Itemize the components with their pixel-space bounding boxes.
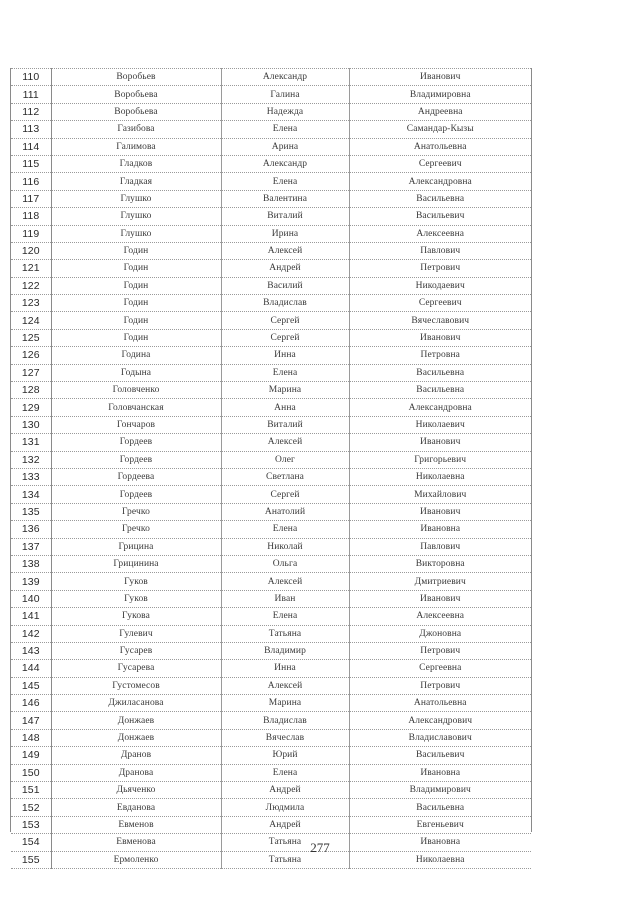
first-name-cell: Людмила: [221, 799, 349, 816]
first-name-cell: Вячеслав: [221, 729, 349, 746]
surname-cell: Джиласанова: [51, 695, 221, 712]
table-row: [11, 103, 531, 120]
surname-cell: Дранов: [51, 747, 221, 764]
patronymic-cell: Ивановна: [349, 764, 531, 781]
surname-cell: Годин: [51, 242, 221, 259]
surname-cell: Галимова: [51, 138, 221, 155]
first-name-cell: Анна: [221, 399, 349, 416]
surname-cell: Евменов: [51, 816, 221, 833]
row-number: 140: [11, 590, 51, 607]
row-number: 154: [11, 834, 51, 851]
patronymic-cell: Васильевна: [349, 190, 531, 207]
first-name-cell: Василий: [221, 277, 349, 294]
surname-cell: Головченко: [51, 382, 221, 399]
table-row: [11, 329, 531, 346]
table-row: [11, 799, 531, 816]
surname-cell: Гусарев: [51, 642, 221, 659]
first-name-cell: Татьяна: [221, 834, 349, 851]
row-number: 139: [11, 573, 51, 590]
first-name-cell: Владимир: [221, 642, 349, 659]
table-row: [11, 486, 531, 503]
row-number: 110: [11, 69, 51, 86]
table-row: [11, 451, 531, 468]
patronymic-cell: Николаевна: [349, 851, 531, 868]
row-number: 134: [11, 486, 51, 503]
surname-cell: Годин: [51, 329, 221, 346]
name-table: [11, 68, 531, 869]
surname-cell: Гладков: [51, 155, 221, 172]
first-name-cell: Алексей: [221, 434, 349, 451]
row-number: 145: [11, 677, 51, 694]
surname-cell: Гордеев: [51, 486, 221, 503]
first-name-cell: Марина: [221, 695, 349, 712]
first-name-cell: Алексей: [221, 573, 349, 590]
table-row: [11, 208, 531, 225]
first-name-cell: Андрей: [221, 782, 349, 799]
row-number: 142: [11, 625, 51, 642]
row-number: 112: [11, 103, 51, 120]
surname-cell: Дьяченко: [51, 782, 221, 799]
first-name-cell: Инна: [221, 347, 349, 364]
row-number: 114: [11, 138, 51, 155]
first-name-cell: Марина: [221, 382, 349, 399]
surname-cell: Гуков: [51, 573, 221, 590]
row-number: 131: [11, 434, 51, 451]
first-name-cell: Алексей: [221, 677, 349, 694]
surname-cell: Воробьева: [51, 86, 221, 103]
first-name-cell: Инна: [221, 660, 349, 677]
patronymic-cell: Васильевич: [349, 747, 531, 764]
patronymic-cell: Васильевна: [349, 382, 531, 399]
table-row: [11, 729, 531, 746]
table-row: [11, 538, 531, 555]
row-number: 126: [11, 347, 51, 364]
patronymic-cell: Иванович: [349, 69, 531, 86]
first-name-cell: Олег: [221, 451, 349, 468]
patronymic-cell: Сергеевна: [349, 660, 531, 677]
table-row: [11, 69, 531, 86]
first-name-cell: Галина: [221, 86, 349, 103]
surname-cell: Густомесов: [51, 677, 221, 694]
row-number: 122: [11, 277, 51, 294]
first-name-cell: Елена: [221, 608, 349, 625]
table-row: [11, 625, 531, 642]
row-number: 124: [11, 312, 51, 329]
patronymic-cell: Сергеевич: [349, 155, 531, 172]
patronymic-cell: Андреевна: [349, 103, 531, 120]
first-name-cell: Сергей: [221, 312, 349, 329]
first-name-cell: Светлана: [221, 468, 349, 485]
first-name-cell: Ирина: [221, 225, 349, 242]
surname-cell: Головчанская: [51, 399, 221, 416]
patronymic-cell: Сергеевич: [349, 295, 531, 312]
surname-cell: Воробьева: [51, 103, 221, 120]
patronymic-cell: Петрович: [349, 260, 531, 277]
row-number: 153: [11, 816, 51, 833]
first-name-cell: Алексей: [221, 242, 349, 259]
row-number: 117: [11, 190, 51, 207]
first-name-cell: Татьяна: [221, 851, 349, 868]
first-name-cell: Сергей: [221, 486, 349, 503]
patronymic-cell: Николаевич: [349, 416, 531, 433]
row-number: 125: [11, 329, 51, 346]
row-number: 150: [11, 764, 51, 781]
first-name-cell: Ольга: [221, 555, 349, 572]
row-number: 128: [11, 382, 51, 399]
surname-cell: Гукова: [51, 608, 221, 625]
patronymic-cell: Анатольевна: [349, 695, 531, 712]
first-name-cell: Елена: [221, 173, 349, 190]
surname-cell: Годин: [51, 295, 221, 312]
table-row: [11, 190, 531, 207]
row-number: 120: [11, 242, 51, 259]
first-name-cell: Иван: [221, 590, 349, 607]
surname-cell: Донжаев: [51, 712, 221, 729]
surname-cell: Глушко: [51, 208, 221, 225]
table-row: [11, 608, 531, 625]
first-name-cell: Арина: [221, 138, 349, 155]
row-number: 135: [11, 503, 51, 520]
patronymic-cell: Петрович: [349, 642, 531, 659]
table-row: [11, 347, 531, 364]
patronymic-cell: Александрович: [349, 712, 531, 729]
surname-cell: Ермоленко: [51, 851, 221, 868]
table-row: [11, 121, 531, 138]
patronymic-cell: Михайлович: [349, 486, 531, 503]
table-row: [11, 764, 531, 781]
patronymic-cell: Владимировна: [349, 86, 531, 103]
table-row: [11, 242, 531, 259]
patronymic-cell: Васильевна: [349, 799, 531, 816]
table-row: [11, 468, 531, 485]
table-row: [11, 521, 531, 538]
table-row: [11, 677, 531, 694]
row-number: 113: [11, 121, 51, 138]
first-name-cell: Андрей: [221, 816, 349, 833]
surname-cell: Гречко: [51, 503, 221, 520]
row-number: 132: [11, 451, 51, 468]
patronymic-cell: Алексеевна: [349, 225, 531, 242]
row-number: 111: [11, 86, 51, 103]
patronymic-cell: Павлович: [349, 242, 531, 259]
patronymic-cell: Иванович: [349, 329, 531, 346]
patronymic-cell: Анатольевна: [349, 138, 531, 155]
surname-cell: Гречко: [51, 521, 221, 538]
surname-cell: Гордеев: [51, 451, 221, 468]
surname-cell: Гусарева: [51, 660, 221, 677]
first-name-cell: Александр: [221, 69, 349, 86]
surname-cell: Гуков: [51, 590, 221, 607]
surname-cell: Гордеев: [51, 434, 221, 451]
row-number: 143: [11, 642, 51, 659]
table-row: [11, 590, 531, 607]
table-row: [11, 173, 531, 190]
patronymic-cell: Алексеевна: [349, 608, 531, 625]
surname-cell: Гладкая: [51, 173, 221, 190]
surname-cell: Евменова: [51, 834, 221, 851]
table-row: [11, 138, 531, 155]
patronymic-cell: Васильевна: [349, 364, 531, 381]
patronymic-cell: Викторовна: [349, 555, 531, 572]
table-row: [11, 277, 531, 294]
patronymic-cell: Николаевна: [349, 468, 531, 485]
table-row: [11, 416, 531, 433]
first-name-cell: Виталий: [221, 416, 349, 433]
row-number: 116: [11, 173, 51, 190]
patronymic-cell: Никодаевич: [349, 277, 531, 294]
table-row: [11, 503, 531, 520]
first-name-cell: Владислав: [221, 295, 349, 312]
row-number: 136: [11, 521, 51, 538]
row-number: 141: [11, 608, 51, 625]
table-row: [11, 225, 531, 242]
surname-cell: Годин: [51, 260, 221, 277]
patronymic-cell: Павлович: [349, 538, 531, 555]
patronymic-cell: Владимирович: [349, 782, 531, 799]
row-number: 127: [11, 364, 51, 381]
surname-cell: Грицинина: [51, 555, 221, 572]
table-row: [11, 155, 531, 172]
surname-cell: Грицина: [51, 538, 221, 555]
first-name-cell: Юрий: [221, 747, 349, 764]
first-name-cell: Николай: [221, 538, 349, 555]
row-number: 148: [11, 729, 51, 746]
patronymic-cell: Григорьевич: [349, 451, 531, 468]
surname-cell: Година: [51, 347, 221, 364]
first-name-cell: Владислав: [221, 712, 349, 729]
row-number: 146: [11, 695, 51, 712]
first-name-cell: Елена: [221, 121, 349, 138]
first-name-cell: Надежда: [221, 103, 349, 120]
row-number: 149: [11, 747, 51, 764]
patronymic-cell: Владиславович: [349, 729, 531, 746]
patronymic-cell: Ивановна: [349, 834, 531, 851]
patronymic-cell: Петровна: [349, 347, 531, 364]
surname-cell: Гордеева: [51, 468, 221, 485]
first-name-cell: Анатолий: [221, 503, 349, 520]
patronymic-cell: Иванович: [349, 434, 531, 451]
row-number: 115: [11, 155, 51, 172]
patronymic-cell: Петрович: [349, 677, 531, 694]
surname-cell: Годына: [51, 364, 221, 381]
surname-cell: Донжаев: [51, 729, 221, 746]
patronymic-cell: Евгеньевич: [349, 816, 531, 833]
first-name-cell: Валентина: [221, 190, 349, 207]
row-number: 118: [11, 208, 51, 225]
table-row: [11, 695, 531, 712]
surname-cell: Евданова: [51, 799, 221, 816]
table-row: [11, 782, 531, 799]
table-row: [11, 260, 531, 277]
first-name-cell: Елена: [221, 364, 349, 381]
first-name-cell: Виталий: [221, 208, 349, 225]
page-number: 277: [310, 840, 330, 855]
patronymic-cell: Иванович: [349, 590, 531, 607]
surname-cell: Глушко: [51, 225, 221, 242]
first-name-cell: Александр: [221, 155, 349, 172]
row-number: 133: [11, 468, 51, 485]
surname-cell: Годин: [51, 312, 221, 329]
table-row: [11, 660, 531, 677]
first-name-cell: Сергей: [221, 329, 349, 346]
table-row: [11, 86, 531, 103]
patronymic-cell: Самандар-Кызы: [349, 121, 531, 138]
table-row: [11, 555, 531, 572]
patronymic-cell: Вячеславович: [349, 312, 531, 329]
table-row: [11, 295, 531, 312]
table-row: [11, 747, 531, 764]
table-row: [11, 712, 531, 729]
table-row: [11, 312, 531, 329]
table-row: [11, 642, 531, 659]
table-row: [11, 364, 531, 381]
row-number: 123: [11, 295, 51, 312]
table-row: [11, 573, 531, 590]
surname-cell: Дранова: [51, 764, 221, 781]
table-row: [11, 816, 531, 833]
row-number: 151: [11, 782, 51, 799]
surname-cell: Гончаров: [51, 416, 221, 433]
patronymic-cell: Александровна: [349, 173, 531, 190]
surname-cell: Гулевич: [51, 625, 221, 642]
row-number: 152: [11, 799, 51, 816]
row-number: 144: [11, 660, 51, 677]
patronymic-cell: Иванович: [349, 503, 531, 520]
surname-cell: Газибова: [51, 121, 221, 138]
patronymic-cell: Васильевич: [349, 208, 531, 225]
patronymic-cell: Ивановна: [349, 521, 531, 538]
first-name-cell: Татьяна: [221, 625, 349, 642]
row-number: 129: [11, 399, 51, 416]
first-name-cell: Андрей: [221, 260, 349, 277]
first-name-cell: Елена: [221, 521, 349, 538]
patronymic-cell: Александровна: [349, 399, 531, 416]
row-number: 119: [11, 225, 51, 242]
row-number: 130: [11, 416, 51, 433]
row-number: 138: [11, 555, 51, 572]
surname-cell: Глушко: [51, 190, 221, 207]
surname-cell: Воробьев: [51, 69, 221, 86]
table-row: [11, 434, 531, 451]
patronymic-cell: Джоновна: [349, 625, 531, 642]
first-name-cell: Елена: [221, 764, 349, 781]
table-row: [11, 399, 531, 416]
patronymic-cell: Дмитриевич: [349, 573, 531, 590]
row-number: 137: [11, 538, 51, 555]
row-number: 155: [11, 851, 51, 868]
table-row: [11, 382, 531, 399]
row-number: 147: [11, 712, 51, 729]
surname-cell: Годин: [51, 277, 221, 294]
row-number: 121: [11, 260, 51, 277]
